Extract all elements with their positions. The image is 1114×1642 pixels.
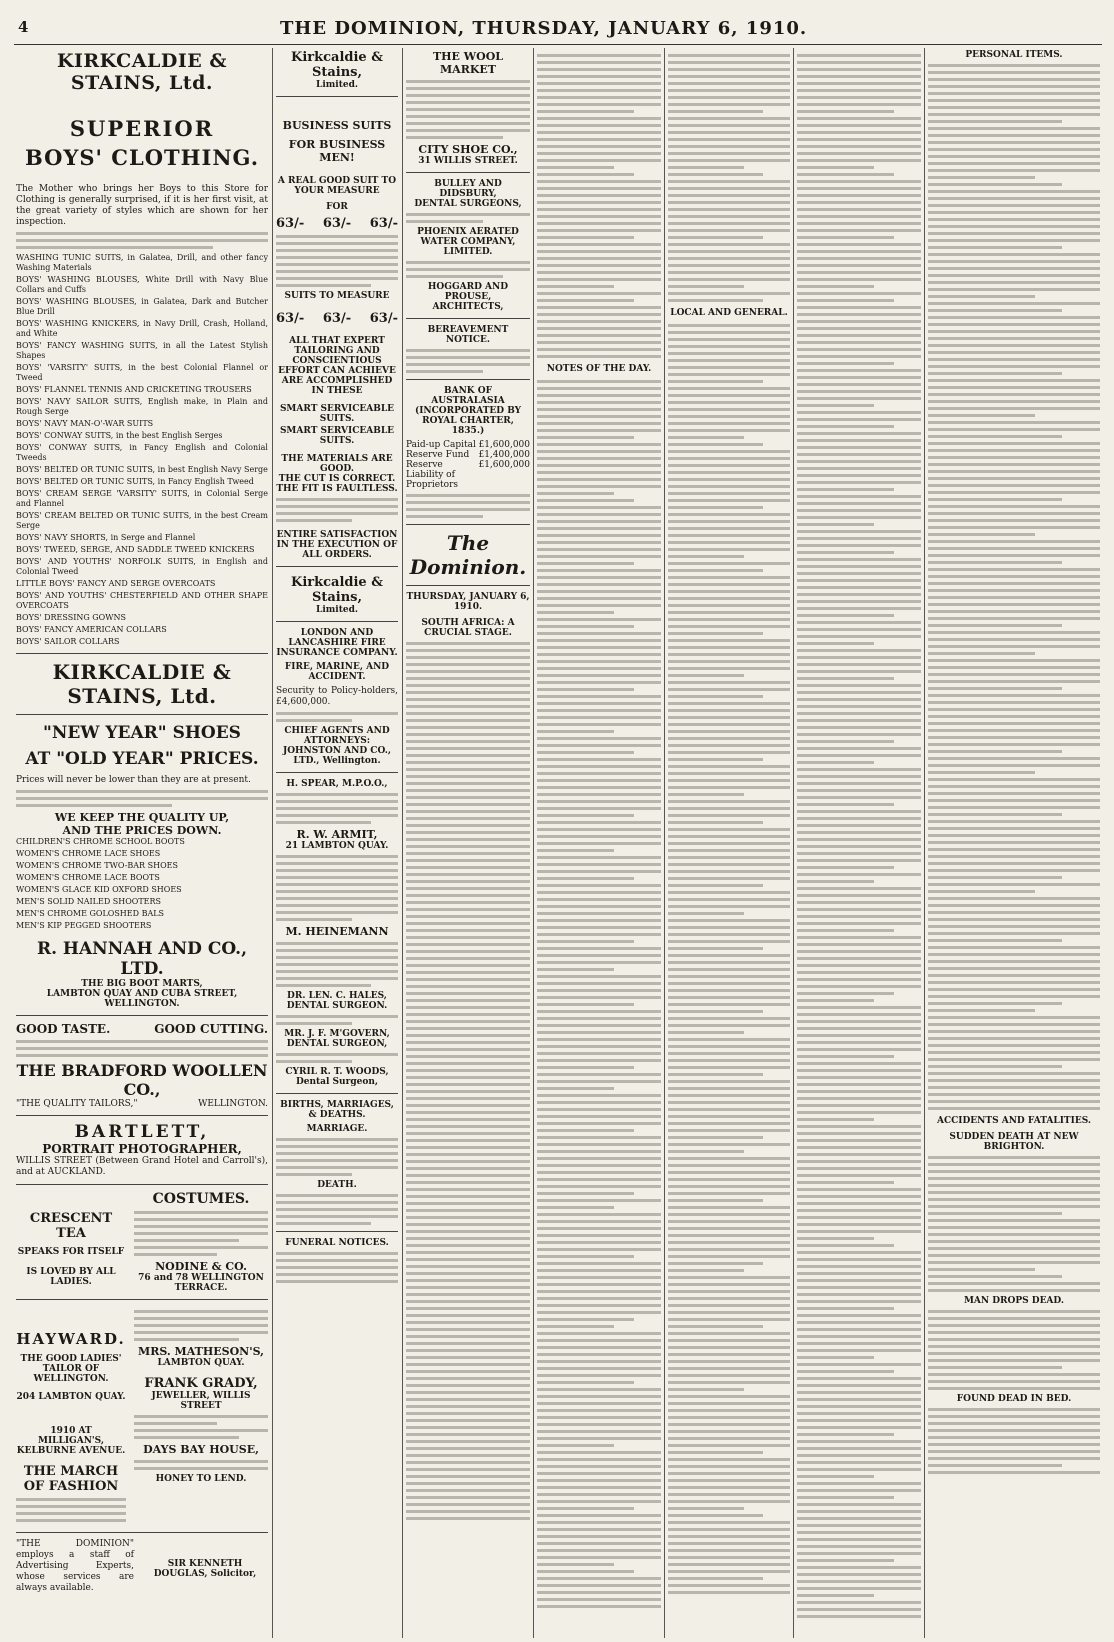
- list-item: BOYS' NAVY MAN-O'-WAR SUITS: [16, 419, 154, 428]
- date-line: THURSDAY, JANUARY 6, 1910.: [406, 592, 530, 612]
- bank-sub: (INCORPORATED BY ROYAL CHARTER, 1835.): [414, 406, 522, 436]
- text-lines: [406, 261, 530, 278]
- london-lancashire: LONDON AND LANCASHIRE FIRE INSURANCE COMPANY.: [276, 628, 398, 658]
- bank-row-value: £1,400,000: [478, 450, 530, 460]
- list-item: WOMEN'S GLACE KID OXFORD SHOES: [16, 885, 182, 894]
- man-drops-dead: MAN DROPS DEAD.: [963, 1296, 1065, 1306]
- page-number: 4: [18, 18, 29, 36]
- good-suit: A REAL GOOD SUIT TO YOUR MEASURE: [277, 176, 397, 196]
- hannah-sub: THE BIG BOOT MARTS,: [81, 979, 203, 989]
- milligan: 1910 AT MILLIGAN'S, KELBURNE AVENUE.: [16, 1426, 126, 1456]
- good-cutting: GOOD CUTTING.: [154, 1022, 268, 1036]
- bottom-row: [16, 1539, 268, 1594]
- fit-faultless: THE FIT IS FAULTLESS.: [276, 484, 398, 494]
- list-item: BOYS' 'VARSITY' SUITS, in the best Colonial Flannel or Tweed: [16, 363, 268, 382]
- crescent-loved: IS LOVED BY ALL LADIES.: [26, 1267, 116, 1287]
- text-lines: [668, 54, 790, 302]
- text-lines: [16, 1040, 268, 1057]
- list-item: MEN'S KIP PEGGED SHOOTERS: [16, 921, 152, 930]
- frank-grady: FRANK GRADY,: [144, 1376, 258, 1391]
- bank-row: [406, 460, 530, 490]
- hales: DR. LEN. C. HALES,: [287, 991, 387, 1001]
- text-lines: [134, 1415, 268, 1439]
- good-taste: GOOD TASTE.: [16, 1022, 111, 1036]
- crescent-tea: CRESCENT TEA: [29, 1211, 113, 1241]
- column-rule: [793, 48, 794, 1638]
- column-3: [406, 50, 530, 1638]
- hayward-heading: HAYWARD.: [16, 1330, 126, 1348]
- hannah-address: LAMBTON QUAY AND CUBA STREET, WELLINGTON.: [46, 989, 238, 1009]
- hoggard-sub: ARCHITECTS,: [432, 302, 504, 312]
- text-lines: [406, 494, 530, 518]
- text-lines: [276, 793, 398, 824]
- bank-row-label: Reserve Fund: [406, 450, 470, 460]
- text-lines: [668, 324, 790, 1594]
- smart-suits-2: SMART SERVICEABLE SUITS.: [279, 426, 395, 446]
- list-item: CHILDREN'S CHROME SCHOOL BOOTS: [16, 837, 185, 846]
- bulley: BULLEY AND DIDSBURY,: [434, 179, 502, 199]
- hayward-block: [16, 1306, 126, 1526]
- newspaper-header: THE DOMINION, THURSDAY, JANUARY 6, 1910.: [280, 18, 808, 39]
- local-and-general: LOCAL AND GENERAL.: [670, 308, 788, 318]
- hayward-sub: THE GOOD LADIES' TAILOR OF WELLINGTON.: [20, 1354, 122, 1384]
- mathesons-heading: MRS. MATHESON'S,: [138, 1345, 264, 1358]
- price-5: 63/-: [322, 311, 352, 326]
- bank-row: [406, 440, 530, 450]
- armit-heading: R. W. ARMIT,: [296, 828, 378, 841]
- text-lines: [406, 349, 530, 373]
- hoggard: HOGGARD AND PROUSE,: [427, 282, 509, 302]
- boys-items-list: [16, 253, 268, 647]
- woods: CYRIL R. T. WOODS,: [285, 1067, 389, 1077]
- list-item: BOYS' SAILOR COLLARS: [16, 637, 120, 646]
- mcgovern-sub: DENTAL SURGEON,: [286, 1039, 388, 1049]
- kirkcaldie-heading-2: KIRKCALDIE & STAINS, Ltd.: [52, 660, 232, 708]
- list-item: BOYS' TWEED, SERGE, AND SADDLE TWEED KNICKERS: [16, 545, 255, 554]
- bank-row-value: £1,600,000: [478, 440, 530, 450]
- price-row-2: [276, 311, 398, 326]
- column-rule: [924, 48, 925, 1638]
- text-lines: [537, 380, 661, 1608]
- bank-row-value: £1,600,000: [478, 460, 530, 470]
- wool-market: THE WOOL MARKET: [432, 50, 504, 76]
- crescent-sub: SPEAKS FOR ITSELF: [17, 1247, 125, 1257]
- hannah-heading: R. HANNAH AND CO., LTD.: [36, 939, 248, 979]
- column-7: [928, 50, 1100, 1638]
- business-suits: BUSINESS SUITS: [282, 119, 392, 132]
- boys-clothing-heading: BOYS' CLOTHING.: [24, 145, 260, 170]
- for-business-men: FOR BUSINESS MEN!: [288, 138, 386, 164]
- list-item: WASHING TUNIC SUITS, in Galatea, Drill, and other fancy Washing Materials: [16, 253, 268, 272]
- sudden-death: SUDDEN DEATH AT NEW BRIGHTON.: [949, 1132, 1079, 1152]
- list-item: BOYS' DRESSING GOWNS: [16, 613, 126, 622]
- mathesons-block: [134, 1306, 268, 1526]
- price-4: 63/-: [276, 311, 305, 326]
- dominion-masthead: The Dominion.: [409, 531, 527, 579]
- personal-items: PERSONAL ITEMS.: [965, 50, 1063, 60]
- nodine-heading: NODINE & CO.: [155, 1260, 247, 1273]
- list-item: BOYS' BELTED OR TUNIC SUITS, in Fancy English Tweed: [16, 477, 254, 486]
- list-item: MEN'S CHROME GOLOSHED BALS: [16, 909, 165, 918]
- list-item: BOYS' WASHING KNICKERS, in Navy Drill, Crash, Holland, and White: [16, 319, 268, 338]
- text-lines: [276, 855, 398, 921]
- text-lines: [928, 1310, 1100, 1390]
- nodine-address: 76 and 78 WELLINGTON TERRACE.: [138, 1273, 264, 1293]
- text-lines: [276, 1138, 398, 1176]
- text-lines: [276, 1015, 398, 1025]
- list-item: MEN'S SOLID NAILED SHOOTERS: [16, 897, 162, 906]
- bulley-sub: DENTAL SURGEONS,: [414, 199, 522, 209]
- ks-heading-2: Kirkcaldie & Stains,: [291, 575, 383, 605]
- text-lines: [16, 790, 268, 807]
- bradford-heading: THE BRADFORD WOOLLEN CO.,: [16, 1061, 268, 1099]
- text-lines: [276, 498, 398, 522]
- bartlett-address: WILLIS STREET (Between Grand Hotel and Carroll's), and at AUCKLAND.: [16, 1156, 268, 1177]
- bradford-sub-row: [16, 1099, 268, 1109]
- death-heading: DEATH.: [317, 1180, 357, 1190]
- kirkcaldie-heading: KIRKCALDIE & STAINS, Ltd.: [56, 50, 228, 94]
- city-shoe: CITY SHOE CO.,: [418, 143, 518, 156]
- text-lines: [134, 1460, 268, 1470]
- bradford-city: WELLINGTON.: [198, 1099, 268, 1109]
- hayward-row: [16, 1306, 268, 1526]
- text-lines: [276, 942, 398, 987]
- shoe-intro: Prices will never be lower than they are at present.: [16, 775, 251, 785]
- ks-limited-2: Limited.: [316, 605, 358, 615]
- text-lines: [16, 232, 268, 249]
- price-1: 63/-: [276, 216, 305, 231]
- bank-table: [406, 440, 530, 490]
- spear: H. SPEAR, M.P.O.O.,: [286, 779, 388, 789]
- editorial-title: SOUTH AFRICA: A CRUCIAL STAGE.: [421, 618, 515, 638]
- text-lines: [406, 213, 530, 223]
- column-rule: [664, 48, 665, 1638]
- price-3: 63/-: [369, 216, 398, 231]
- bartlett-sub: PORTRAIT PHOTOGRAPHER,: [42, 1142, 242, 1156]
- keep-quality: WE KEEP THE QUALITY UP,: [54, 811, 230, 824]
- column-6: [797, 50, 921, 1638]
- entire-satisfaction: ENTIRE SATISFACTION IN THE EXECUTION OF ALL ORDERS.: [276, 530, 398, 560]
- text-lines: [276, 712, 398, 722]
- list-item: BOYS' CONWAY SUITS, in the best English Serges: [16, 431, 223, 440]
- frank-grady-sub: JEWELLER, WILLIS STREET: [151, 1391, 251, 1411]
- bmd-heading: BIRTHS, MARRIAGES, & DEATHS.: [280, 1100, 394, 1120]
- masthead: [0, 18, 1114, 40]
- price-2: 63/-: [322, 216, 352, 231]
- hayward-address: 204 LAMBTON QUAY.: [16, 1392, 126, 1402]
- list-item: BOYS' AND YOUTHS' NORFOLK SUITS, in English and Colonial Tweed: [16, 557, 268, 576]
- new-year-shoes: "NEW YEAR" SHOES: [43, 723, 241, 743]
- materials-good: THE MATERIALS ARE GOOD.: [281, 454, 393, 474]
- list-item: BOYS' FANCY WASHING SUITS, in all the Latest Stylish Shapes: [16, 341, 268, 360]
- list-item: BOYS' NAVY SAILOR SUITS, English make, in Plain and Rough Serge: [16, 397, 268, 416]
- funeral-heading: FUNERAL NOTICES.: [285, 1238, 389, 1248]
- accidents-fatalities: ACCIDENTS AND FATALITIES.: [936, 1116, 1092, 1126]
- costumes-block: [134, 1191, 268, 1293]
- price-6: 63/-: [369, 311, 398, 326]
- bereavement: BEREAVEMENT NOTICE.: [427, 325, 509, 345]
- shoe-items-list: [16, 837, 268, 931]
- text-lines: [276, 235, 398, 287]
- column-4: [537, 50, 661, 1638]
- text-lines: [928, 1156, 1100, 1292]
- crescent-block: [16, 1191, 126, 1293]
- heinemann-heading: M. HEINEMANN: [285, 925, 389, 938]
- column-1: [16, 50, 268, 1638]
- column-rule: [272, 48, 273, 1638]
- list-item: BOYS' CREAM BELTED OR TUNIC SUITS, in the best Cream Serge: [16, 511, 268, 530]
- crescent-costumes-row: [16, 1191, 268, 1293]
- list-item: WOMEN'S CHROME LACE SHOES: [16, 849, 161, 858]
- text-lines: [134, 1211, 268, 1256]
- for-label: FOR: [326, 202, 348, 212]
- superior-heading: SUPERIOR: [69, 116, 215, 141]
- column-2: [276, 50, 398, 1638]
- text-lines: [134, 1310, 268, 1341]
- dominion-note: "THE DOMINION" employs a staff of Advertising Experts, whose services are always available.: [16, 1539, 134, 1593]
- ks-heading: Kirkcaldie & Stains,: [291, 50, 383, 80]
- old-year-prices: AT "OLD YEAR" PRICES.: [25, 749, 259, 769]
- text-lines: [797, 54, 921, 1618]
- header-rule: [14, 44, 1102, 45]
- bartlett-heading: BARTLETT,: [74, 1122, 210, 1142]
- text-lines: [276, 1194, 398, 1225]
- good-taste-row: [16, 1022, 268, 1036]
- marriage-heading: MARRIAGE.: [306, 1124, 368, 1134]
- mathesons-address: LAMBTON QUAY.: [157, 1358, 245, 1368]
- prices-down: AND THE PRICES DOWN.: [62, 824, 222, 837]
- costumes-heading: COSTUMES.: [152, 1191, 250, 1207]
- bank-row-label: Reserve Liability of Proprietors: [406, 460, 459, 490]
- armit-address: 21 LAMBTON QUAY.: [285, 841, 389, 851]
- list-item: BOYS' BELTED OR TUNIC SUITS, in best English Navy Serge: [16, 465, 268, 474]
- text-lines: [276, 1053, 398, 1063]
- agents-name: JOHNSTON AND CO., LTD., Wellington.: [282, 746, 392, 766]
- price-row: [276, 216, 398, 231]
- chief-agents: CHIEF AGENTS AND ATTORNEYS:: [284, 726, 390, 746]
- found-dead: FOUND DEAD IN BED.: [956, 1394, 1072, 1404]
- text-lines: [276, 1252, 398, 1283]
- smart-suits-1: SMART SERVICEABLE SUITS.: [279, 404, 395, 424]
- text-lines: [406, 80, 530, 139]
- text-lines: [537, 54, 661, 358]
- text-lines: [16, 1498, 126, 1522]
- list-item: BOYS' WASHING BLOUSES, in Galatea, Dark and Butcher Blue Drill: [16, 297, 268, 316]
- mcgovern: MR. J. F. M'GOVERN,: [284, 1029, 390, 1039]
- list-item: WOMEN'S CHROME TWO-BAR SHOES: [16, 861, 178, 870]
- text-lines: [928, 1408, 1100, 1474]
- list-item: BOYS' FLANNEL TENNIS AND CRICKETING TROUSERS: [16, 385, 252, 394]
- security: Security to Policy-holders, £4,600,000.: [276, 686, 398, 707]
- list-item: BOYS' AND YOUTHS' CHESTERFIELD AND OTHER SHAPE OVERCOATS: [16, 591, 268, 610]
- bank-heading: BANK OF AUSTRALASIA: [431, 386, 505, 406]
- column-5: [668, 50, 790, 1638]
- intro-paragraph: The Mother who brings her Boys to this Store for Clothing is generally surprised, if it is her first visit, at the great variety of styles which are shown for her inspection.: [16, 184, 268, 227]
- ks-limited: Limited.: [316, 80, 358, 90]
- text-lines: [406, 642, 530, 1520]
- woods-sub: Dental Surgeon,: [295, 1077, 379, 1087]
- text-lines: [928, 64, 1100, 1110]
- hales-sub: DENTAL SURGEON.: [286, 1001, 388, 1011]
- suits-to-measure: SUITS TO MEASURE: [284, 291, 390, 301]
- money-to-lend: HONEY TO LEND.: [155, 1474, 247, 1484]
- list-item: BOYS' CONWAY SUITS, in Fancy English and Colonial Tweeds: [16, 443, 268, 462]
- expert-tailoring: ALL THAT EXPERT TAILORING AND CONSCIENTIOUS EFFORT CAN ACHIEVE ARE ACCOMPLISHED IN THESE: [278, 336, 396, 396]
- column-rule: [402, 48, 403, 1638]
- bradford-sub: "THE QUALITY TAILORS,": [16, 1099, 138, 1109]
- notes-of-the-day: NOTES OF THE DAY.: [546, 364, 652, 374]
- list-item: BOYS' NAVY SHORTS, in Serge and Flannel: [16, 533, 196, 542]
- list-item: WOMEN'S CHROME LACE BOOTS: [16, 873, 160, 882]
- bank-row-label: Paid-up Capital: [406, 440, 476, 450]
- list-item: LITTLE BOYS' FANCY AND SERGE OVERCOATS: [16, 579, 216, 588]
- london-sub: FIRE, MARINE, AND ACCIDENT.: [284, 662, 390, 682]
- days-bay: DAYS BAY HOUSE,: [143, 1443, 259, 1456]
- cut-correct: THE CUT IS CORRECT.: [278, 474, 396, 484]
- bank-row: [406, 450, 530, 460]
- column-rule: [533, 48, 534, 1638]
- city-shoe-address: 31 WILLIS STREET.: [418, 156, 518, 166]
- march-of-fashion: THE MARCH OF FASHION: [23, 1464, 119, 1494]
- douglas: SIR KENNETH DOUGLAS, Solicitor,: [153, 1559, 257, 1579]
- list-item: BOYS' FANCY AMERICAN COLLARS: [16, 625, 167, 634]
- list-item: BOYS' CREAM SERGE 'VARSITY' SUITS, in Colonial Serge and Flannel: [16, 489, 268, 508]
- phoenix: PHOENIX AERATED WATER COMPANY, LIMITED.: [417, 227, 519, 257]
- list-item: BOYS' WASHING BLOUSES, White Drill with Navy Blue Collars and Cuffs: [16, 275, 268, 294]
